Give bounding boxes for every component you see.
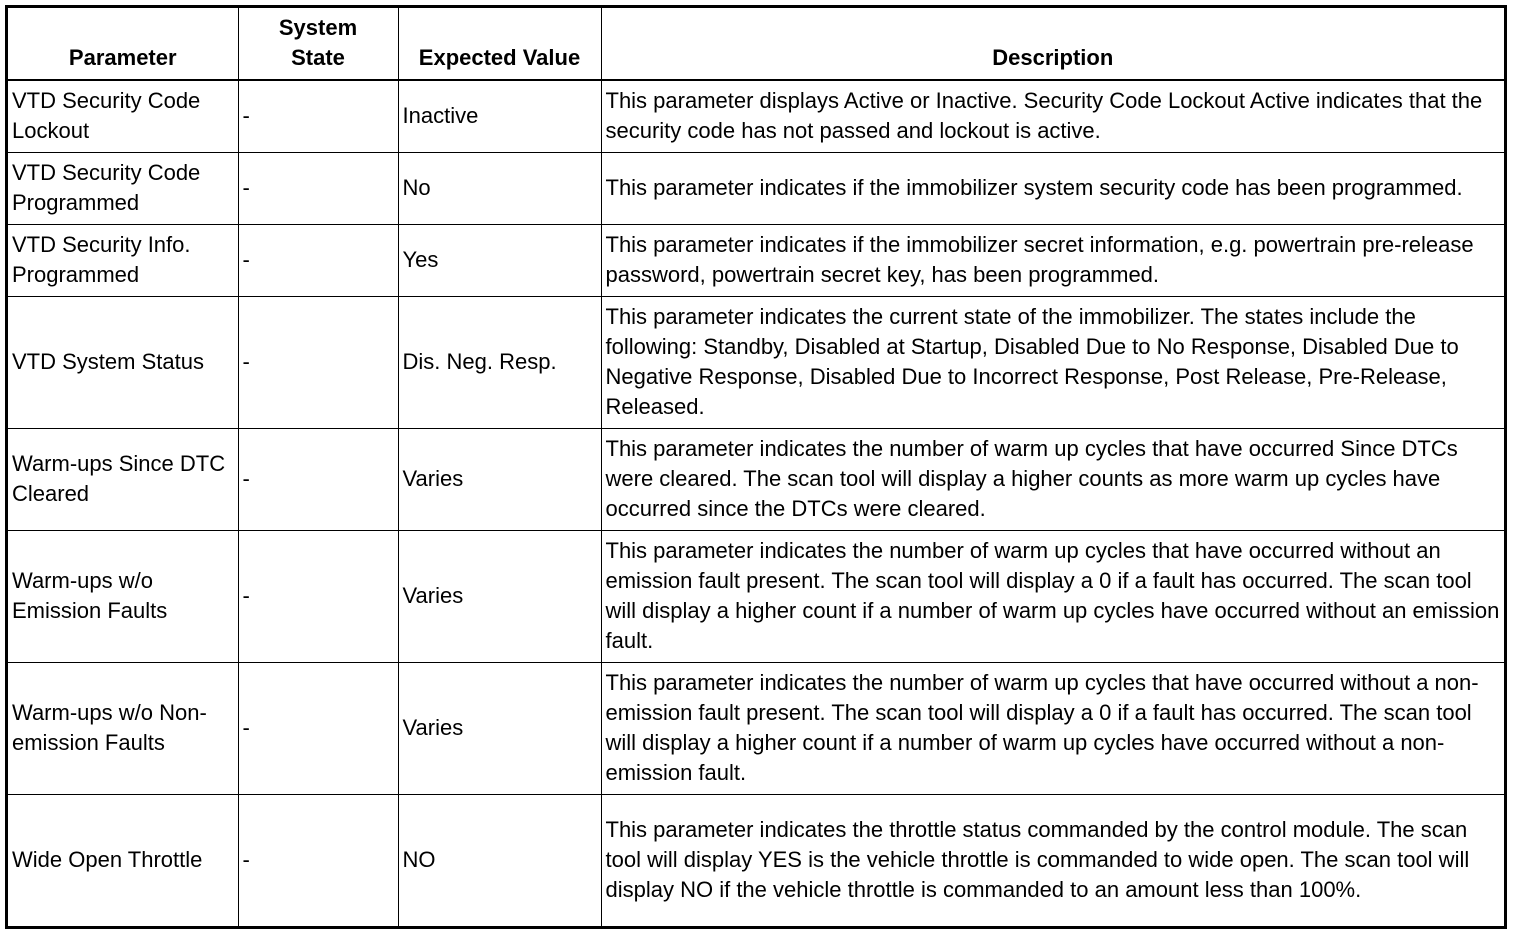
- cell-system-state: -: [238, 80, 398, 152]
- cell-parameter: Warm-ups w/o Non-emission Faults: [8, 662, 238, 794]
- table-header-row: [8, 8, 1504, 80]
- header-expected-value: Expected Value: [398, 8, 601, 80]
- cell-expected-value: Dis. Neg. Resp.: [398, 296, 601, 428]
- cell-system-state: -: [238, 530, 398, 662]
- cell-description: This parameter indicates the throttle status commanded by the control module. The scan tool will display YES is the vehicle throttle is commanded to wide open. The scan tool will display NO if the vehicle throttle is commanded to an amount less than 100%.: [601, 794, 1504, 926]
- cell-parameter: Wide Open Throttle: [8, 794, 238, 926]
- cell-parameter: VTD Security Info. Programmed: [8, 224, 238, 296]
- cell-system-state: -: [238, 794, 398, 926]
- table-row: [8, 662, 1504, 794]
- cell-description: This parameter indicates the current state of the immobilizer. The states include the following: Standby, Disabled at Startup, Disabled Due to No Response, Disabled Due to Negative Response, Disabled Due to Incorrect Response, Post Release, Pre-Release, Released.: [601, 296, 1504, 428]
- cell-description: This parameter indicates if the immobilizer system security code has been programmed.: [601, 152, 1504, 224]
- header-description: Description: [601, 8, 1504, 80]
- cell-description: This parameter indicates the number of warm up cycles that have occurred without a non-emission fault present. The scan tool will display a 0 if a fault has occurred. The scan tool will display a higher count if a number of warm up cycles have occurred without a non-emission fault.: [601, 662, 1504, 794]
- cell-expected-value: Varies: [398, 428, 601, 530]
- cell-parameter: VTD System Status: [8, 296, 238, 428]
- cell-description: This parameter indicates the number of warm up cycles that have occurred without an emission fault present. The scan tool will display a 0 if a fault has occurred. The scan tool will display a higher count if a number of warm up cycles have occurred without an emission fault.: [601, 530, 1504, 662]
- cell-system-state: -: [238, 152, 398, 224]
- cell-parameter: VTD Security Code Programmed: [8, 152, 238, 224]
- cell-parameter: Warm-ups Since DTC Cleared: [8, 428, 238, 530]
- cell-description: This parameter indicates if the immobilizer secret information, e.g. powertrain pre-release password, powertrain secret key, has been programmed.: [601, 224, 1504, 296]
- cell-description: This parameter displays Active or Inactive. Security Code Lockout Active indicates that the security code has not passed and lockout is active.: [601, 80, 1504, 152]
- table-row: [8, 428, 1504, 530]
- table-row: [8, 224, 1504, 296]
- cell-expected-value: Inactive: [398, 80, 601, 152]
- cell-system-state: -: [238, 224, 398, 296]
- cell-expected-value: Varies: [398, 662, 601, 794]
- cell-expected-value: Yes: [398, 224, 601, 296]
- table-row: [8, 80, 1504, 152]
- table-row: [8, 794, 1504, 926]
- header-system-state: System State: [238, 8, 398, 80]
- cell-description: This parameter indicates the number of warm up cycles that have occurred Since DTCs were cleared. The scan tool will display a higher counts as more warm up cycles have occurred since the DTCs were cleared.: [601, 428, 1504, 530]
- header-parameter: Parameter: [8, 8, 238, 80]
- cell-system-state: -: [238, 662, 398, 794]
- table-row: [8, 152, 1504, 224]
- parameter-table: [8, 8, 1504, 926]
- cell-expected-value: Varies: [398, 530, 601, 662]
- cell-expected-value: NO: [398, 794, 601, 926]
- table-row: [8, 296, 1504, 428]
- cell-system-state: -: [238, 296, 398, 428]
- cell-expected-value: No: [398, 152, 601, 224]
- table-row: [8, 530, 1504, 662]
- cell-parameter: VTD Security Code Lockout: [8, 80, 238, 152]
- parameter-table-frame: [5, 5, 1507, 929]
- cell-system-state: -: [238, 428, 398, 530]
- cell-parameter: Warm-ups w/o Emission Faults: [8, 530, 238, 662]
